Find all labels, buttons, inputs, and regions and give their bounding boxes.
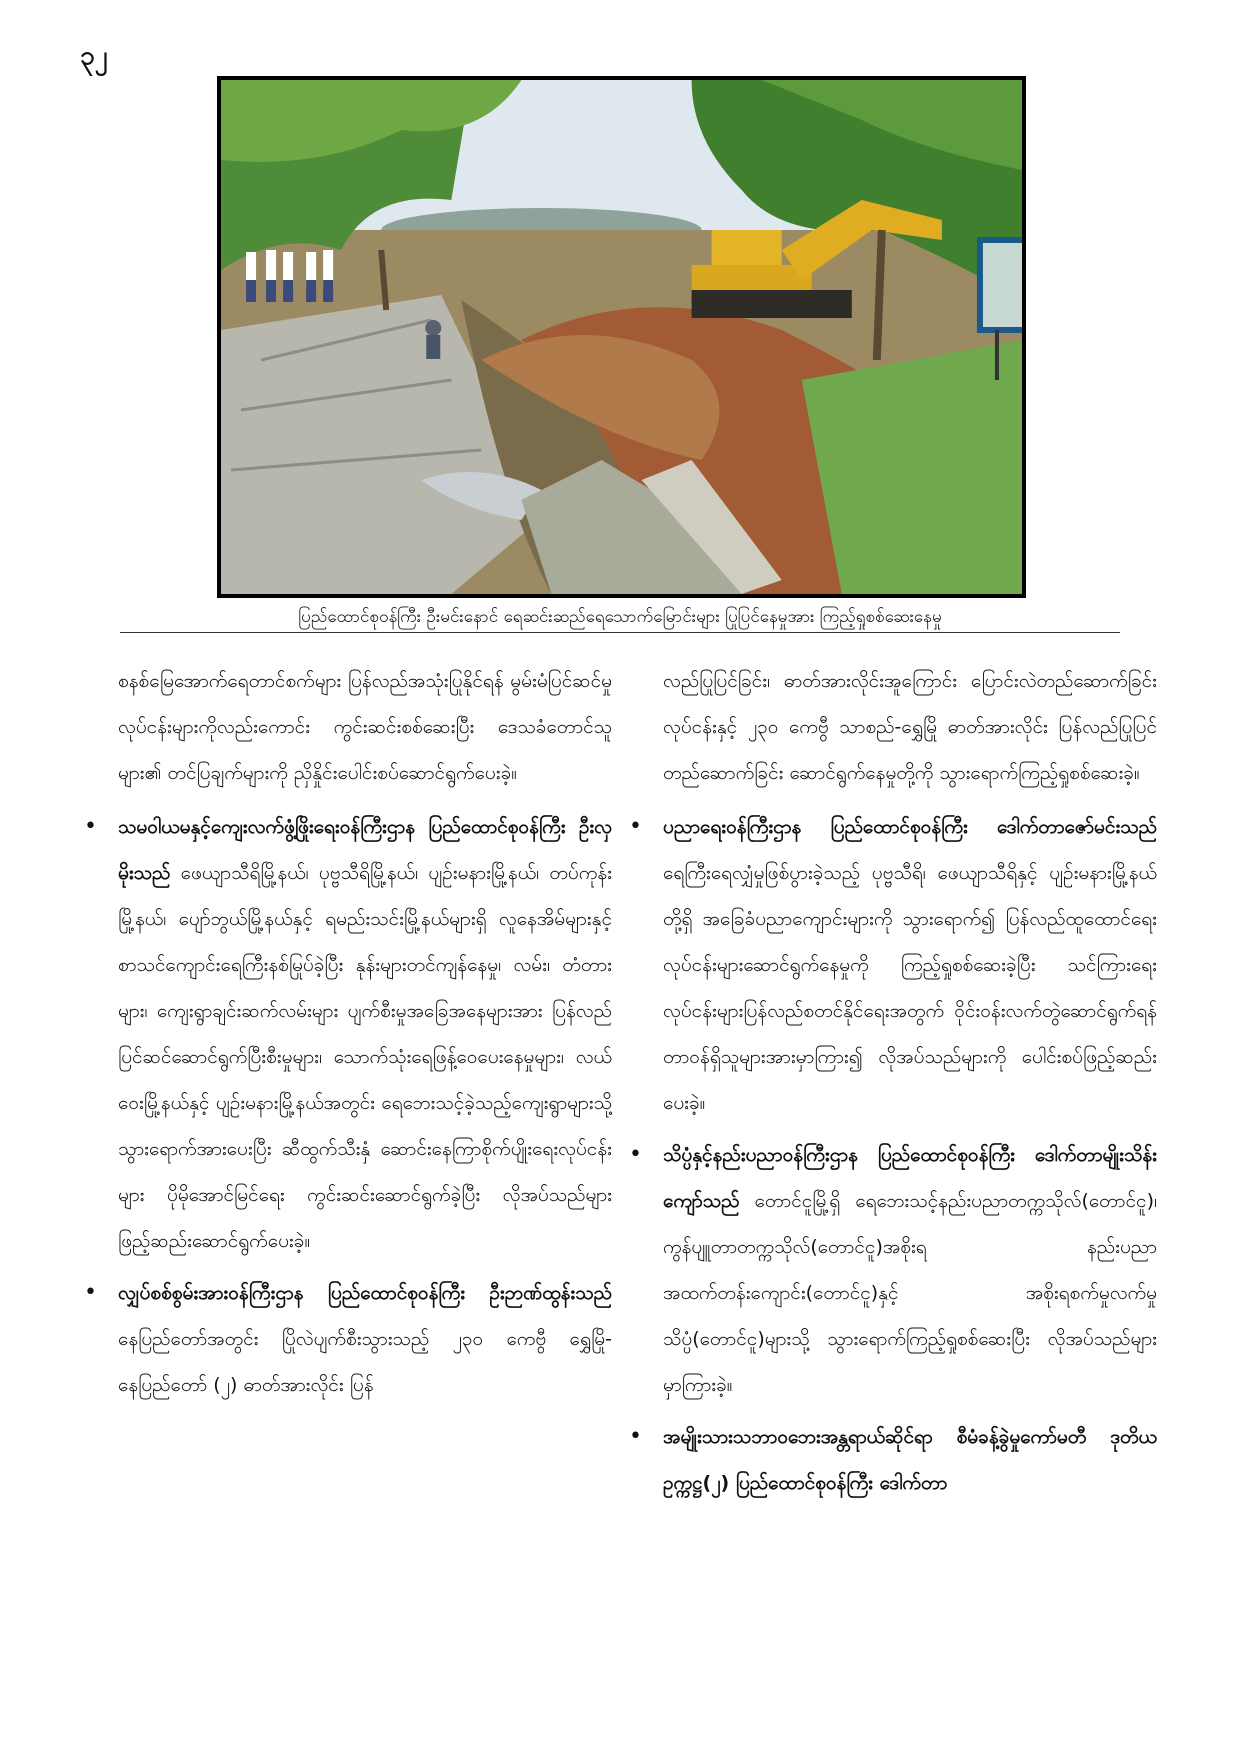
item-lead: သိပ္ပံနှင့်နည်းပညာဝန်ကြီးဌာန ပြည်ထောင်စုဝန်ကြီး ဒေါက်တာမျိုးသိန်းကျော်သည်: [663, 1144, 1157, 1212]
list-item: [629, 804, 1157, 1126]
left-intro-paragraph: စနစ်မြေအောက်ရေတာင်စက်များ ပြန်လည်အသုံးပြုနိုင်ရန် မွမ်းမံပြင်ဆင်မှုလုပ်ငန်းများကိုလည်းကောင်း ကွင်းဆင်းစစ်ဆေးပြီး ဒေသခံတောင်သူများ၏ တင်ပြချက်များကို ညှိနှိုင်းပေါင်းစပ်ဆောင်ရွက်ပေးခဲ့။: [118, 670, 612, 784]
right-column: [629, 658, 1157, 1512]
item-text: ဖေယျာသီရိမြို့နယ်၊ ပုဗ္ဗသီရိမြို့နယ်၊ ပျဉ်းမနားမြို့နယ်၊ တပ်ကုန်းမြို့နယ်၊ ပျော်ဘွယ်မြို့နယ်နှင့် ရမည်းသင်းမြို့နယ်များရှိ လူနေအိမ်များနှင့် စာသင်ကျောင်းရေကြီးနစ်မြုပ်ခဲ့ပြီး နုန်းများတင်ကျန်နေမှု၊ လမ်း၊ တံတားများ၊ ကျေးရွာချင်းဆက်လမ်းများ ပျက်စီးမှုအခြေအနေများအား ပြန်လည်ပြင်ဆင်ဆောင်ရွက်ပြီးစီးမှုများ၊ သောက်သုံးရေဖြန့်ဝေပေးနေမှုများ၊ လယ်ဝေးမြို့နယ်နှင့် ပျဉ်းမနားမြို့နယ်အတွင်း ရေဘေးသင့်ခဲ့သည့်ကျေးရွာများသို့ သွားရောက်အားပေးပြီး ဆီထွက်သီးနှံ ဆောင်းနေကြာစိုက်ပျိုးရေးလုပ်ငန်းများ ပိုမိုအောင်မြင်ရေး ကွင်းဆင်းဆောင်ရွက်ခဲ့ပြီး လိုအပ်သည်များဖြည့်ဆည်းဆောင်ရွက်ပေးခဲ့။: [118, 862, 612, 1252]
page-number: ၃၂: [80, 41, 108, 71]
item-text: ရေကြီးရေလျှံမှုဖြစ်ပွားခဲ့သည့် ပုဗ္ဗသီရိ၊ ဖေယျာသီရိနှင့် ပျဉ်းမနားမြို့နယ်တို့ရှိ အခြေခံပညာကျောင်းများကို သွားရောက်၍ ပြန်လည်ထူထောင်ရေးလုပ်ငန်းများဆောင်ရွက်နေမှုကို ကြည့်ရှုစစ်ဆေးခဲ့ပြီး သင်ကြားရေးလုပ်ငန်းများပြန်လည်စတင်နိုင်ရေးအတွက် ဝိုင်းဝန်းလက်တွဲဆောင်ရွက်ရန်တာဝန်ရှိသူများအားမှာကြား၍ လိုအပ်သည်များကို ပေါင်းစပ်ဖြည့်ဆည်းပေးခဲ့။: [663, 862, 1157, 1114]
item-text: နေပြည်တော်အတွင်း ပြိုလဲပျက်စီးသွားသည့် ၂၃၀ ကေဗွီ ရွှေမြို-နေပြည်တော် (၂) ဓာတ်အားလိုင်း ပြန်: [118, 1328, 612, 1396]
bullet-icon: •: [84, 814, 97, 839]
bullet-icon: •: [629, 1142, 642, 1167]
bullet-icon: •: [629, 814, 642, 839]
photo-caption: ပြည်ထောင်စုဝန်ကြီး ဦးမင်းနောင် ရေဆင်းဆည်ရေသောက်မြောင်းများ ပြုပြင်နေမှုအား ကြည့်ရှုစစ်ဆေးနေမှု: [120, 604, 1120, 633]
item-lead: သမဝါယမနှင့်ကျေးလက်ဖွံ့ဖြိုးရေးဝန်ကြီးဌာန ပြည်ထောင်စုဝန်ကြီး ဦးလှမိုးသည်: [118, 816, 612, 884]
news-photo: [217, 76, 1026, 598]
right-intro-paragraph: လည်ပြုပြင်ခြင်း၊ ဓာတ်အားလိုင်းအူကြောင်း ပြောင်းလဲတည်ဆောက်ခြင်းလုပ်ငန်းနှင့် ၂၃၀ ကေဗွီ သာစည်-ရွှေမြို ဓာတ်အားလိုင်း ပြန်လည်ပြုပြင်တည်ဆောက်ခြင်း ဆောင်ရွက်နေမှုတို့ကို သွားရောက်ကြည့်ရှုစစ်ဆေးခဲ့။: [663, 670, 1157, 784]
list-item: [629, 1414, 1157, 1506]
left-column: [84, 658, 612, 1414]
bullet-icon: •: [629, 1424, 642, 1449]
item-lead: အမျိုးသားသဘာဝဘေးအန္တရာယ်ဆိုင်ရာ စီမံခန့်ခွဲမှုကော်မတီ ဒုတိယဥက္ကဋ္ဌ(၂) ပြည်ထောင်စုဝန်ကြီး ဒေါက်တာ: [663, 1426, 1157, 1494]
canal-excavation-image: [221, 80, 1022, 594]
list-item: [84, 1270, 612, 1408]
item-lead: ပညာရေးဝန်ကြီးဌာန ပြည်ထောင်စုဝန်ကြီး ဒေါက်တာဇော်မင်းသည်: [663, 816, 1157, 838]
list-item: [84, 804, 612, 1264]
item-lead: လျှပ်စစ်စွမ်းအားဝန်ကြီးဌာန ပြည်ထောင်စုဝန်ကြီး ဦးဉာဏ်ထွန်းသည်: [118, 1282, 612, 1304]
item-text: တောင်ငူမြို့ရှိ ရေဘေးသင့်နည်းပညာတက္ကသိုလ်(တောင်ငူ)၊ ကွန်ပျူတာတက္ကသိုလ်(တောင်ငူ)အစိုးရ နည်းပညာအထက်တန်းကျောင်း(တောင်ငူ)နှင့် အစိုးရစက်မှုလက်မှုသိပ္ပံ(တောင်ငူ)များသို့ သွားရောက်ကြည့်ရှုစစ်ဆေးပြီး လိုအပ်သည်များမှာကြားခဲ့။: [663, 1190, 1157, 1396]
list-item: [629, 1132, 1157, 1408]
bullet-icon: •: [84, 1280, 97, 1305]
